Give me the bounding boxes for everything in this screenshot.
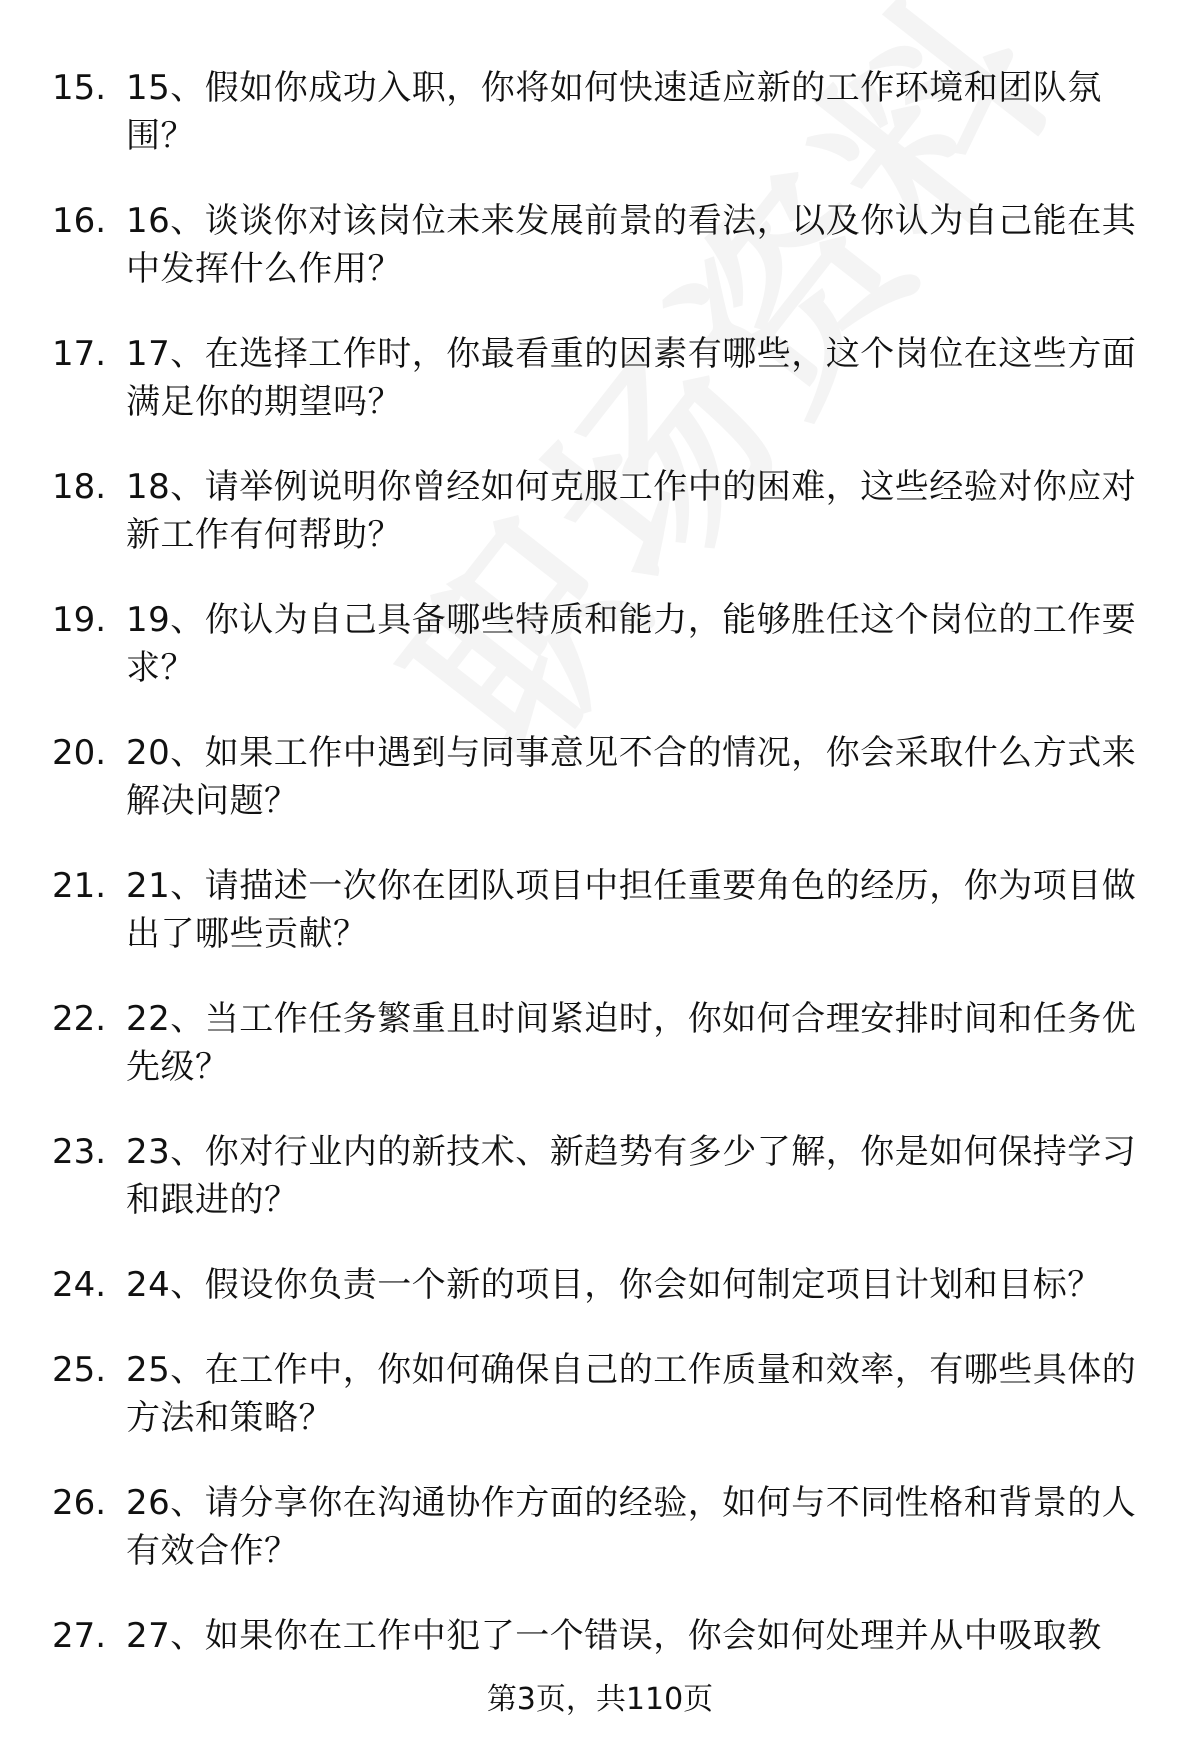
list-item — [0, 1612, 1200, 1672]
page-footer: 第3页，共110页 — [486, 1682, 714, 1717]
question-text: 21、请描述一次你在团队项目中担任重要角色的经历，你为项目做出了哪些贡献？ — [126, 866, 1137, 954]
list-item — [0, 862, 1200, 995]
list-item — [0, 197, 1200, 330]
question-number: 16. — [52, 201, 107, 241]
list-item — [0, 1346, 1200, 1479]
question-number: 17. — [52, 334, 107, 374]
list-item — [0, 64, 1200, 197]
question-text: 18、请举例说明你曾经如何克服工作中的困难，这些经验对你应对新工作有何帮助？ — [126, 467, 1137, 555]
question-text: 24、假设你负责一个新的项目，你会如何制定项目计划和目标？ — [126, 1265, 1102, 1305]
list-item — [0, 729, 1200, 862]
question-text: 26、请分享你在沟通协作方面的经验，如何与不同性格和背景的人有效合作？ — [126, 1483, 1137, 1571]
list-item — [0, 596, 1200, 729]
question-number: 15. — [52, 68, 107, 108]
list-item — [0, 1128, 1200, 1261]
question-text: 15、假如你成功入职，你将如何快速适应新的工作环境和团队氛围？ — [126, 68, 1102, 156]
question-text: 25、在工作中，你如何确保自己的工作质量和效率，有哪些具体的方法和策略？ — [126, 1350, 1137, 1438]
question-text: 16、谈谈你对该岗位未来发展前景的看法，以及你认为自己能在其中发挥什么作用？ — [126, 201, 1137, 289]
list-item — [0, 995, 1200, 1128]
question-text: 20、如果工作中遇到与同事意见不合的情况，你会采取什么方式来解决问题？ — [126, 733, 1137, 821]
list-item — [0, 1261, 1200, 1346]
question-number: 18. — [52, 467, 107, 507]
question-text: 23、你对行业内的新技术、新趋势有多少了解，你是如何保持学习和跟进的？ — [126, 1132, 1137, 1220]
question-text: 19、你认为自己具备哪些特质和能力，能够胜任这个岗位的工作要求？ — [126, 600, 1137, 688]
question-number: 24. — [52, 1265, 107, 1305]
question-number: 21. — [52, 866, 107, 906]
question-number: 19. — [52, 600, 107, 640]
question-number: 22. — [52, 999, 107, 1039]
question-number: 20. — [52, 733, 107, 773]
list-item — [0, 463, 1200, 596]
question-text: 22、当工作任务繁重且时间紧迫时，你如何合理安排时间和任务优先级？ — [126, 999, 1137, 1087]
question-number: 23. — [52, 1132, 107, 1172]
question-list — [0, 64, 1200, 1672]
list-item — [0, 1479, 1200, 1612]
question-number: 26. — [52, 1483, 107, 1523]
question-text: 27、如果你在工作中犯了一个错误，你会如何处理并从中吸取教 — [126, 1616, 1102, 1656]
list-item — [0, 330, 1200, 463]
question-text: 17、在选择工作时，你最看重的因素有哪些，这个岗位在这些方面满足你的期望吗？ — [126, 334, 1137, 422]
question-number: 25. — [52, 1350, 107, 1390]
question-number: 27. — [52, 1616, 107, 1656]
